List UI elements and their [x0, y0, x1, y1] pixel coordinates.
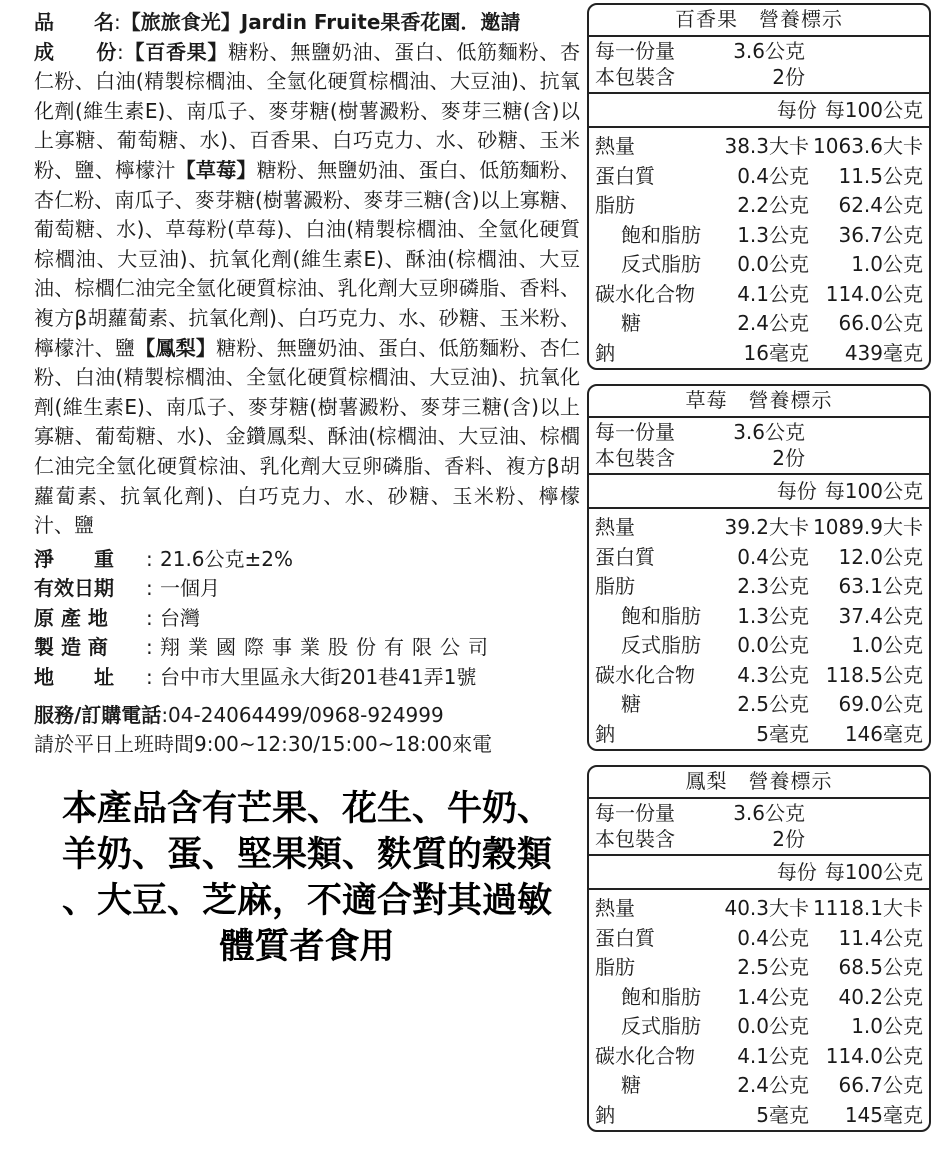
- serving-label: 每一份量: [595, 801, 675, 825]
- nutrient-name: 熱量: [595, 134, 635, 158]
- column-header: [589, 94, 929, 128]
- nutrient-name: 飽和脂肪: [621, 222, 701, 247]
- nutrient-row: [589, 631, 929, 661]
- nutrient-per-100g: 145毫克: [844, 1102, 923, 1127]
- nutrient-per-100g: 114.0公克: [825, 1043, 923, 1068]
- column-per-serving: 每份: [776, 860, 817, 884]
- nutrient-per-100g: 1089.9大卡: [813, 515, 923, 539]
- nutrient-name: 反式脂肪: [621, 252, 701, 276]
- pack-label: 本包裝含: [595, 827, 675, 851]
- service-hours: 請於平日上班時間9:00~12:30/15:00~18:00來電: [34, 732, 493, 757]
- nutrient-per-serving: 0.0公克: [737, 252, 809, 276]
- nutrient-name: 脂肪: [595, 193, 635, 217]
- nutrient-per-100g: 11.5公克: [838, 163, 923, 188]
- nutrient-per-serving: 4.1公克: [737, 281, 809, 306]
- nutrient-per-serving: 2.4公克: [737, 1073, 809, 1097]
- ingredient-tag-passionfruit: 【百香果】: [123, 39, 229, 64]
- detail-row: 淨 重 : 21.6公克±2%: [34, 545, 580, 575]
- nutrient-per-serving: 0.4公克: [737, 544, 809, 569]
- serving-info: [589, 799, 929, 856]
- nutrient-per-serving: 2.4公克: [737, 311, 809, 335]
- allergy-warning: [34, 786, 580, 970]
- nutrient-per-serving: 39.2大卡: [724, 515, 809, 539]
- nutrient-per-100g: 69.0公克: [838, 692, 923, 716]
- allergy-line: 羊奶、蛋、堅果類、麩質的穀類: [61, 834, 552, 875]
- pack-label: 本包裝含: [595, 65, 675, 89]
- nutrient-per-serving: 1.3公克: [737, 222, 809, 247]
- nutrient-per-serving: 40.3大卡: [724, 896, 809, 920]
- panel-title: 草莓 營養標示: [589, 386, 929, 418]
- service-label: 服務/訂購電話: [34, 702, 162, 727]
- panel-title: 鳳梨 營養標示: [589, 767, 929, 799]
- nutrient-per-100g: 1.0公克: [851, 633, 923, 657]
- nutrient-row: [589, 250, 929, 280]
- allergy-line: 、大豆、芝麻，不適合對其過敏: [61, 880, 552, 921]
- nutrient-per-serving: 1.3公克: [737, 603, 809, 628]
- nutrient-row: [589, 1101, 929, 1131]
- pack-value: 2份: [772, 65, 805, 89]
- allergy-line: 體質者食用: [219, 926, 395, 967]
- nutrient-row: [589, 602, 929, 632]
- ingredients-label: 成 份: [34, 39, 117, 64]
- nutrient-per-100g: 118.5公克: [825, 662, 923, 687]
- nutrient-row: [589, 572, 929, 602]
- nutrient-name: 碳水化合物: [595, 281, 695, 306]
- serving-info: [589, 418, 929, 475]
- detail-label: 地 址: [34, 665, 114, 690]
- service-value: :04-24064499/0968-924999: [161, 702, 444, 727]
- serving-value: 3.6公克: [733, 420, 805, 444]
- ingredient-text-passionfruit: 糖粉、無鹽奶油、蛋白、低筋麵粉、杏仁粉、白油(精製棕櫚油、全氫化硬質棕櫚油、大豆油)、抗氧化劑(維生素E)、南瓜子、麥芽糖(樹薯澱粉、麥芽三糖(含)以上寡糖、葡萄糖、水)、百香果、白巧克力、水、砂糖、玉米粉、鹽、檸檬汁: [34, 39, 581, 182]
- ingredient-text-pineapple: 糖粉、無鹽奶油、蛋白、低筋麵粉、杏仁粉、白油(精製棕櫚油、全氫化硬質棕櫚油、大豆油)、抗氧化劑(維生素E)、南瓜子、麥芽糖(樹薯澱粉、麥芽三糖(含)以上寡糖、葡萄糖、水)、金鑽鳳梨、酥油(棕櫚油、大豆油、棕櫚仁油完全氫化硬質棕油、乳化劑大豆卵磷脂、香料、複方β胡蘿蔔素、抗氧化劑)、白巧克力、水、砂糖、玉米粉、檸檬汁、鹽: [34, 335, 581, 538]
- serving-value: 3.6公克: [733, 801, 805, 825]
- nutrient-per-serving: 5毫克: [756, 721, 809, 746]
- nutrient-row: [589, 162, 929, 192]
- nutrition-panel-passionfruit: [587, 3, 931, 370]
- detail-label: 有效日期: [34, 576, 114, 601]
- nutrient-row: [589, 1012, 929, 1042]
- nutrient-name: 反式脂肪: [621, 633, 701, 657]
- nutrition-panel-pineapple: [587, 765, 931, 1132]
- pack-value: 2份: [772, 827, 805, 851]
- nutrient-name: 脂肪: [595, 574, 635, 598]
- nutrient-name: 蛋白質: [595, 925, 655, 950]
- nutrient-name: 反式脂肪: [621, 1014, 701, 1038]
- nutrient-per-100g: 62.4公克: [838, 193, 923, 217]
- detail-label: 製 造 商: [34, 635, 108, 660]
- nutrient-per-serving: 2.5公克: [737, 692, 809, 716]
- nutrient-per-serving: 0.0公克: [737, 1014, 809, 1038]
- nutrient-name: 鈉: [595, 340, 615, 365]
- nutrition-column: [587, 3, 931, 1132]
- nutrition-panel-strawberry: [587, 384, 931, 751]
- detail-row: 原 產 地 : 台灣: [34, 604, 580, 634]
- nutrient-per-serving: 2.5公克: [737, 955, 809, 979]
- pack-label: 本包裝含: [595, 446, 675, 470]
- nutrient-name: 蛋白質: [595, 544, 655, 569]
- nutrient-row: [589, 690, 929, 720]
- product-name-value: 【旅旅食光】Jardin Fruite果香花園．邀請: [120, 10, 521, 34]
- nutrient-name: 熱量: [595, 515, 635, 539]
- nutrient-row: [589, 953, 929, 983]
- nutrient-per-100g: 12.0公克: [838, 544, 923, 569]
- nutrient-per-100g: 36.7公克: [838, 222, 923, 247]
- nutrient-per-serving: 2.3公克: [737, 574, 809, 598]
- ingredient-tag-strawberry: 【草莓】: [175, 157, 257, 182]
- product-name-label: 品 名: [34, 10, 114, 34]
- nutrient-row: [589, 191, 929, 221]
- nutrient-name: 蛋白質: [595, 163, 655, 188]
- nutrient-per-serving: 4.1公克: [737, 1043, 809, 1068]
- nutrient-name: 糖: [621, 692, 641, 716]
- nutrient-per-serving: 16毫克: [743, 340, 809, 365]
- nutrient-row: [589, 513, 929, 543]
- nutrient-row: [589, 309, 929, 339]
- ingredients-block: 成 份:【百香果】糖粉、無鹽奶油、蛋白、低筋麵粉、杏仁粉、白油(精製棕櫚油、全氫化硬質棕櫚油、大豆油)、抗氧化劑(維生素E)、南瓜子、麥芽糖(樹薯澱粉、麥芽三糖(含)以上寡糖、葡萄糖、水)、百香果、白巧克力、水、砂糖、玉米粉、鹽、檸檬汁【草莓】糖粉、無鹽奶油、蛋白、低筋麵粉、杏仁粉、南瓜子、麥芽糖(樹薯澱粉、麥芽三糖(含)以上寡糖、葡萄糖、水)、草莓粉(草莓)、白油(精製棕櫚油、全氫化硬質棕櫚油、大豆油)、抗氧化劑(維生素E)、酥油(棕櫚油、大豆油、棕櫚仁油完全氫化硬質棕油、乳化劑大豆卵磷脂、香料、複方β胡蘿蔔素、抗氧化劑)、白巧克力、水、砂糖、玉米粉、檸檬汁、鹽【鳳梨】糖粉、無鹽奶油、蛋白、低筋麵粉、杏仁粉、白油(精製棕櫚油、全氫化硬質棕櫚油、大豆油)、抗氧化劑(維生素E)、南瓜子、麥芽糖(樹薯澱粉、麥芽三糖(含)以上寡糖、葡萄糖、水)、金鑽鳳梨、酥油(棕櫚油、大豆油、棕櫚仁油完全氫化硬質棕油、乳化劑大豆卵磷脂、香料、複方β胡蘿蔔素、抗氧化劑)、白巧克力、水、砂糖、玉米粉、檸檬汁、鹽: [34, 39, 581, 538]
- serving-info: [589, 37, 929, 94]
- serving-label: 每一份量: [595, 39, 675, 63]
- panel-title: 百香果 營養標示: [589, 5, 929, 37]
- nutrient-per-100g: 1.0公克: [851, 1014, 923, 1038]
- detail-label: 原 產 地: [34, 605, 108, 630]
- nutrient-name: 鈉: [595, 1102, 615, 1127]
- nutrient-per-100g: 66.0公克: [838, 311, 923, 335]
- serving-value: 3.6公克: [733, 39, 805, 63]
- nutrient-name: 碳水化合物: [595, 1043, 695, 1068]
- nutrient-per-100g: 1118.1大卡: [813, 896, 923, 920]
- nutrient-name: 飽和脂肪: [621, 603, 701, 628]
- detail-value: 台中市大里區永大街201巷41弄1號: [160, 665, 477, 690]
- nutrient-row: [589, 924, 929, 954]
- nutrient-per-100g: 146毫克: [844, 721, 923, 746]
- column-header: [589, 856, 929, 890]
- pack-value: 2份: [772, 446, 805, 470]
- detail-row: 地 址 : 台中市大里區永大街201巷41弄1號: [34, 663, 580, 693]
- nutrient-row: [589, 894, 929, 924]
- nutrient-per-serving: 38.3大卡: [724, 134, 809, 158]
- nutrient-name: 糖: [621, 1073, 641, 1097]
- nutrient-row: [589, 661, 929, 691]
- detail-value: 翔業國際事業股份有限公司: [160, 635, 496, 660]
- nutrient-per-100g: 66.7公克: [838, 1073, 923, 1097]
- product-name-line: 品 名:【旅旅食光】Jardin Fruite果香花園．邀請: [34, 10, 521, 34]
- column-per-serving: 每份: [776, 98, 817, 122]
- nutrient-per-serving: 5毫克: [756, 1102, 809, 1127]
- ingredient-text-strawberry: 糖粉、無鹽奶油、蛋白、低筋麵粉、杏仁粉、南瓜子、麥芽糖(樹薯澱粉、麥芽三糖(含)以上寡糖、葡萄糖、水)、草莓粉(草莓)、白油(精製棕櫚油、全氫化硬質棕櫚油、大豆油)、抗氧化劑(維生素E)、酥油(棕櫚油、大豆油、棕櫚仁油完全氫化硬質棕油、乳化劑大豆卵磷脂、香料、複方β胡蘿蔔素、抗氧化劑)、白巧克力、水、砂糖、玉米粉、檸檬汁、鹽: [34, 157, 581, 360]
- nutrient-per-100g: 439毫克: [844, 340, 923, 365]
- nutrient-per-serving: 4.3公克: [737, 662, 809, 687]
- nutrient-name: 熱量: [595, 896, 635, 920]
- nutrient-row: [589, 1071, 929, 1101]
- service-phone: [34, 701, 580, 731]
- nutrient-per-serving: 0.0公克: [737, 633, 809, 657]
- nutrient-per-serving: 1.4公克: [737, 984, 809, 1009]
- detail-value: 台灣: [160, 605, 200, 630]
- nutrient-row: [589, 132, 929, 162]
- column-per-serving: 每份: [776, 479, 817, 503]
- product-details: [34, 545, 580, 693]
- nutrient-name: 碳水化合物: [595, 662, 695, 687]
- nutrient-row: [589, 280, 929, 310]
- nutrient-per-100g: 11.4公克: [838, 925, 923, 950]
- serving-label: 每一份量: [595, 420, 675, 444]
- nutrient-row: [589, 221, 929, 251]
- column-per-100g: 每100公克: [824, 98, 923, 122]
- column-header: [589, 475, 929, 509]
- product-info: [34, 8, 580, 970]
- nutrient-per-100g: 63.1公克: [838, 574, 923, 598]
- nutrient-row: [589, 983, 929, 1013]
- nutrient-per-100g: 114.0公克: [825, 281, 923, 306]
- detail-row: 有效日期 : 一個月: [34, 574, 580, 604]
- nutrient-per-100g: 1063.6大卡: [813, 134, 923, 158]
- nutrient-row: [589, 1042, 929, 1072]
- detail-label: 淨 重: [34, 546, 114, 571]
- nutrient-name: 飽和脂肪: [621, 984, 701, 1009]
- column-per-100g: 每100公克: [824, 479, 923, 503]
- detail-row: 製 造 商 : 翔業國際事業股份有限公司: [34, 633, 580, 663]
- nutrient-per-serving: 0.4公克: [737, 163, 809, 188]
- nutrient-name: 糖: [621, 311, 641, 335]
- nutrient-name: 鈉: [595, 721, 615, 746]
- nutrient-per-100g: 40.2公克: [838, 984, 923, 1009]
- allergy-line: 本產品含有芒果、花生、牛奶、: [61, 788, 552, 829]
- nutrient-per-serving: 0.4公克: [737, 925, 809, 950]
- column-per-100g: 每100公克: [824, 860, 923, 884]
- nutrient-per-100g: 37.4公克: [838, 603, 923, 628]
- detail-value: 21.6公克±2%: [160, 546, 294, 571]
- nutrient-row: [589, 720, 929, 750]
- nutrient-row: [589, 543, 929, 573]
- nutrient-per-serving: 2.2公克: [737, 193, 809, 217]
- ingredient-tag-pineapple: 【鳳梨】: [135, 335, 217, 360]
- nutrient-per-100g: 68.5公克: [838, 955, 923, 979]
- nutrient-row: [589, 339, 929, 369]
- detail-value: 一個月: [160, 576, 220, 601]
- nutrient-per-100g: 1.0公克: [851, 252, 923, 276]
- nutrient-name: 脂肪: [595, 955, 635, 979]
